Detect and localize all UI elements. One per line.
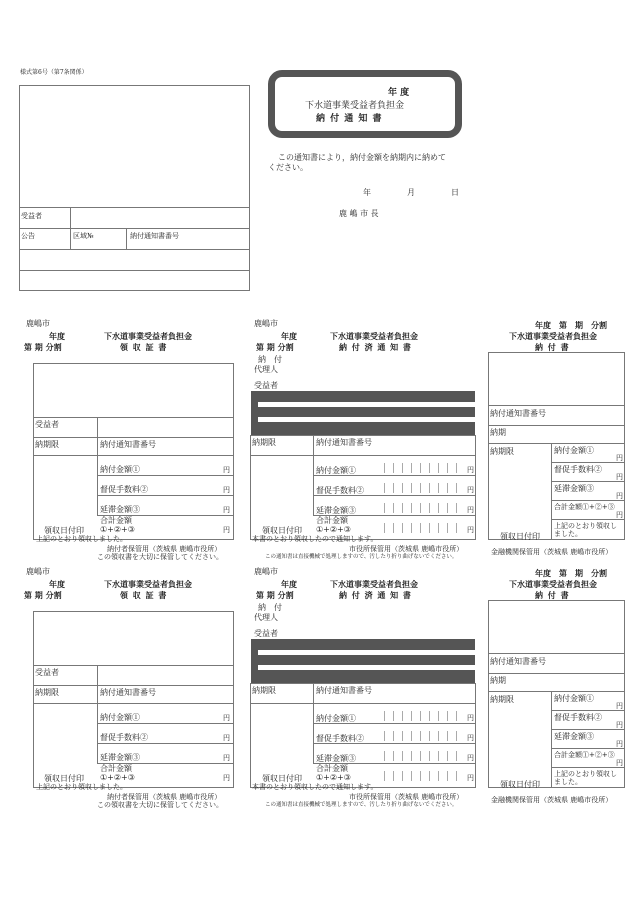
recipient-label: 受益者 <box>21 212 42 220</box>
slip-total: 合計金額①+②+③ <box>554 751 615 759</box>
receipt-notice-no: 納付通知書番号 <box>100 440 156 449</box>
paid-notice-no: 納付通知書番号 <box>316 438 372 447</box>
payment-slip-form <box>0 248 630 900</box>
receipt-keep-a: 納付者保管用（茨城県 鹿嶋市役所） <box>107 793 222 801</box>
slip-yen: 円 <box>616 511 623 519</box>
date-month: 月 <box>407 188 415 197</box>
receipt-recipient: 受益者 <box>35 420 59 429</box>
paid-yen: 円 <box>467 526 474 534</box>
paid-proxy-b: 代理人 <box>254 613 278 622</box>
receipt-received-note: 上記のとおり領収しました。 <box>36 535 127 543</box>
slip-yen: 円 <box>616 702 623 710</box>
receipt-title: 下水道事業受益者負担金 <box>104 331 192 341</box>
receipt-keep-b: この領収書を大切に保管してください。 <box>97 553 223 561</box>
header-title: 下水道事業受益者負担金 <box>305 101 405 111</box>
receipt-deadline: 納期限 <box>35 688 59 697</box>
paid-notified: 本書のとおり領収したので通知します。 <box>252 535 378 543</box>
slip-notice-no: 納付通知書番号 <box>490 657 546 666</box>
slip-total: 合計金額①+②+③ <box>554 503 615 511</box>
slip-stamp-label: 領収日付印 <box>500 532 540 541</box>
notice-number-label: 納付通知書番号 <box>130 232 179 240</box>
receipt-fee3: 延滞金額③ <box>100 753 140 762</box>
receipt-yen: 円 <box>223 754 230 762</box>
date-year: 年 <box>363 188 371 197</box>
paid-recipient: 受益者 <box>254 381 278 390</box>
paid-doc-title: 納 付 済 通 知 書 <box>339 590 412 600</box>
area-number-label: 区域№ <box>73 232 94 240</box>
slip-period: 納期 <box>490 428 506 437</box>
receipt-yen: 円 <box>223 714 230 722</box>
receipt-nendo: 年度 <box>49 331 65 341</box>
receipt-yen: 円 <box>223 506 230 514</box>
paid-yen: 円 <box>467 734 474 742</box>
slip-nendo-period: 年度 第 期 分割 <box>535 320 607 330</box>
slip-title: 下水道事業受益者負担金 <box>509 579 597 589</box>
receipt-keep-a: 納付者保管用（茨城県 鹿嶋市役所） <box>107 545 222 553</box>
receipt-total-a: 合計金額 <box>100 516 132 525</box>
paid-yen: 円 <box>467 466 474 474</box>
receipt-amount: 納付金額① <box>100 713 140 722</box>
paid-yen: 円 <box>467 774 474 782</box>
paid-total-b: ①+②+③ <box>316 773 351 782</box>
paid-proxy-b: 代理人 <box>254 365 278 374</box>
header-doc-title: 納 付 通 知 書 <box>316 114 383 124</box>
paid-stamp-label: 領収日付印 <box>262 774 302 783</box>
paid-nendo: 年度 <box>281 331 297 341</box>
slip-yen: 円 <box>616 759 623 767</box>
slip-fee3: 延滞金額③ <box>554 732 594 741</box>
slip-yen: 円 <box>616 740 623 748</box>
receipt-fee3: 延滞金額③ <box>100 505 140 514</box>
paid-fee2: 督促手数料② <box>316 734 364 743</box>
paid-notice-no: 納付通知書番号 <box>316 686 372 695</box>
receipt-yen: 円 <box>223 486 230 494</box>
receipt-total-b: ①+②+③ <box>100 525 135 534</box>
mayor-label: 鹿 嶋 市 長 <box>339 209 379 218</box>
slip-received-a: 上記のとおり領収し <box>554 522 617 530</box>
receipt-period: 第 期 分割 <box>24 590 62 600</box>
paid-proxy-a: 納 付 <box>258 355 282 364</box>
paid-total-a: 合計金額 <box>316 764 348 773</box>
slip-period: 納期 <box>490 676 506 685</box>
koukoku-label: 公告 <box>21 232 35 240</box>
paid-fee3: 延滞金額③ <box>316 754 356 763</box>
receipt-keep-b: この領収書を大切に保管してください。 <box>97 801 223 809</box>
receipt-city: 鹿嶋市 <box>26 567 50 576</box>
paid-total-a: 合計金額 <box>316 516 348 525</box>
receipt-amount: 納付金額① <box>100 465 140 474</box>
receipt-stamp-label: 領収日付印 <box>44 774 84 783</box>
receipt-yen: 円 <box>223 774 230 782</box>
paid-yen: 円 <box>467 506 474 514</box>
receipt-received-note: 上記のとおり領収しました。 <box>36 783 127 791</box>
slip-notice-no: 納付通知書番号 <box>490 409 546 418</box>
slip-yen: 円 <box>616 454 623 462</box>
slip-yen: 円 <box>616 473 623 481</box>
slip-deadline: 納期限 <box>490 695 514 704</box>
receipt-city: 鹿嶋市 <box>26 319 50 328</box>
form-number-label: 様式第6号（第7条関係） <box>20 69 88 76</box>
receipt-fee2: 督促手数料② <box>100 485 148 494</box>
paid-period: 第 期 分割 <box>256 342 294 352</box>
slip-received-a: 上記のとおり領収し <box>554 770 617 778</box>
paid-yen: 円 <box>467 714 474 722</box>
slip-doc-title: 納 付 書 <box>535 590 570 600</box>
paid-stamp-label: 領収日付印 <box>262 526 302 535</box>
receipt-yen: 円 <box>223 526 230 534</box>
slip-amount: 納付金額① <box>554 446 594 455</box>
slip-title: 下水道事業受益者負担金 <box>509 331 597 341</box>
paid-deadline: 納期限 <box>252 686 276 695</box>
header-nendo: 年 度 <box>388 88 410 98</box>
receipt-fee2: 督促手数料② <box>100 733 148 742</box>
paid-nendo: 年度 <box>281 579 297 589</box>
paid-keep: 市役所保管用（茨城県 鹿嶋市役所） <box>349 793 464 801</box>
receipt-title: 下水道事業受益者負担金 <box>104 579 192 589</box>
slip-keep: 金融機関保管用（茨城県 鹿嶋市役所） <box>491 548 613 556</box>
receipt-recipient: 受益者 <box>35 668 59 677</box>
slip-fee2: 督促手数料② <box>554 465 602 474</box>
receipt-doc-title: 領 収 証 書 <box>120 590 168 600</box>
paid-keep: 市役所保管用（茨城県 鹿嶋市役所） <box>349 545 464 553</box>
receipt-yen: 円 <box>223 466 230 474</box>
receipt-yen: 円 <box>223 734 230 742</box>
slip-received-b: ました。 <box>554 530 582 538</box>
paid-period: 第 期 分割 <box>256 590 294 600</box>
paid-title: 下水道事業受益者負担金 <box>330 579 418 589</box>
slip-doc-title: 納 付 書 <box>535 342 570 352</box>
paid-title: 下水道事業受益者負担金 <box>330 331 418 341</box>
paid-fee2: 督促手数料② <box>316 486 364 495</box>
slip-keep: 金融機関保管用（茨城県 鹿嶋市役所） <box>491 796 613 804</box>
paid-machine-note: この通知書は直接機械で処理しますので、汚したり折り曲げないでください。 <box>265 802 458 808</box>
slip-yen: 円 <box>616 492 623 500</box>
slip-received-b: ました。 <box>554 778 582 786</box>
paid-notified: 本書のとおり領収したので通知します。 <box>252 783 378 791</box>
slip-yen: 円 <box>616 721 623 729</box>
paid-proxy-a: 納 付 <box>258 603 282 612</box>
receipt-total-a: 合計金額 <box>100 764 132 773</box>
slip-deadline: 納期限 <box>490 447 514 456</box>
receipt-stamp-label: 領収日付印 <box>44 526 84 535</box>
paid-total-b: ①+②+③ <box>316 525 351 534</box>
slip-amount: 納付金額① <box>554 694 594 703</box>
paid-fee3: 延滞金額③ <box>316 506 356 515</box>
slip-stamp-label: 領収日付印 <box>500 780 540 789</box>
slip-nendo-period: 年度 第 期 分割 <box>535 568 607 578</box>
paid-city: 鹿嶋市 <box>254 567 278 576</box>
slip-fee3: 延滞金額③ <box>554 484 594 493</box>
notice-line-2: ください。 <box>268 163 308 172</box>
paid-amount: 納付金額① <box>316 466 356 475</box>
receipt-notice-no: 納付通知書番号 <box>100 688 156 697</box>
receipt-total-b: ①+②+③ <box>100 773 135 782</box>
paid-doc-title: 納 付 済 通 知 書 <box>339 342 412 352</box>
notice-line-1: この通知書により，納付金額を納期内に納めて <box>278 153 446 162</box>
paid-machine-note: この通知書は直接機械で処理しますので、汚したり折り曲げないでください。 <box>265 554 458 560</box>
receipt-doc-title: 領 収 証 書 <box>120 342 168 352</box>
paid-amount: 納付金額① <box>316 714 356 723</box>
paid-yen: 円 <box>467 754 474 762</box>
date-day: 日 <box>451 188 459 197</box>
slip-fee2: 督促手数料② <box>554 713 602 722</box>
receipt-period: 第 期 分割 <box>24 342 62 352</box>
paid-recipient: 受益者 <box>254 629 278 638</box>
receipt-deadline: 納期限 <box>35 440 59 449</box>
paid-city: 鹿嶋市 <box>254 319 278 328</box>
receipt-nendo: 年度 <box>49 579 65 589</box>
paid-yen: 円 <box>467 486 474 494</box>
paid-deadline: 納期限 <box>252 438 276 447</box>
